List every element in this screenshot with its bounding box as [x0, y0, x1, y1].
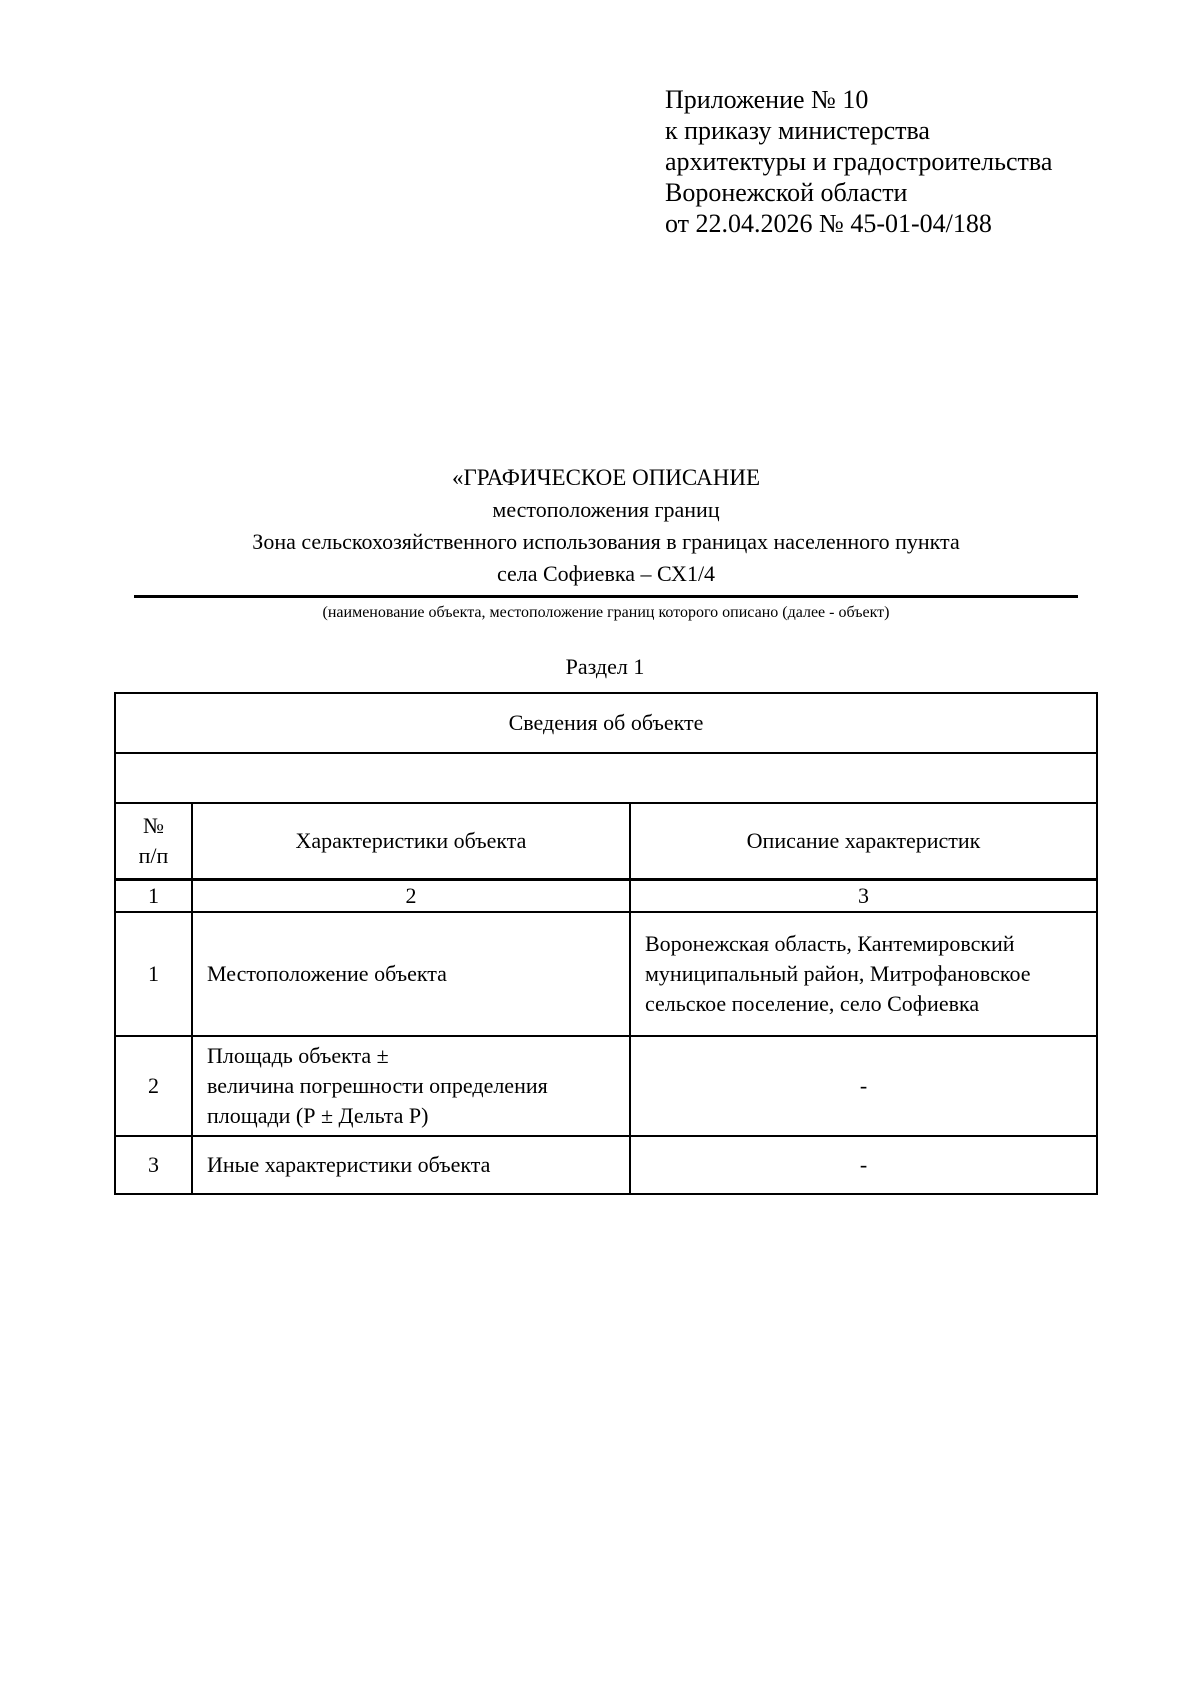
row-characteristic-line: Местоположение объекта [207, 960, 447, 986]
column-number: 1 [115, 879, 192, 912]
appendix-line: Приложение № 10 [665, 85, 869, 114]
table-header-row [115, 803, 1097, 879]
object-info-table [114, 692, 1098, 1195]
row-number: 2 [115, 1036, 192, 1136]
object-name-line-1: Зона сельскохозяйственного использования в границах населенного пункта [252, 529, 960, 554]
appendix-line: Воронежской области [665, 178, 908, 207]
row-characteristic [192, 1036, 630, 1136]
table-row [115, 1136, 1097, 1194]
row-characteristic-line: величина погрешности определения [207, 1072, 548, 1098]
row-description [630, 912, 1097, 1036]
appendix-line: архитектуры и градостроительства [665, 147, 1053, 176]
table-row [115, 1036, 1097, 1136]
table-empty-cell [115, 753, 1097, 803]
row-description-line: - [859, 1072, 868, 1098]
appendix-header [665, 84, 1185, 239]
column-number: 2 [192, 879, 630, 912]
row-characteristic-line: площади (Р ± Дельта Р) [207, 1102, 429, 1128]
row-description-line: муниципальный район, Митрофановское [645, 960, 1031, 986]
table-heading-row [115, 693, 1097, 753]
title-caption: (наименование объекта, местоположение границ которого описано (далее - объект) [322, 604, 890, 621]
row-characteristic-line: Иные характеристики объекта [207, 1151, 491, 1177]
object-name-line-2: села Софиевка – СХ1/4 [496, 561, 716, 586]
appendix-line: от 22.04.2026 № 45-01-04/188 [665, 209, 992, 238]
row-description [630, 1036, 1097, 1136]
row-description [630, 1136, 1097, 1194]
column-numbers-row [115, 879, 1097, 912]
section-label: Раздел 1 [565, 654, 645, 679]
row-number: 1 [115, 912, 192, 1036]
document-title: «ГРАФИЧЕСКОЕ ОПИСАНИЕ [451, 465, 760, 490]
column-header-characteristics: Характеристики объекта [192, 803, 630, 879]
appendix-line: к приказу министерства [665, 116, 930, 145]
column-header-number-line: п/п [138, 842, 169, 868]
table-heading: Сведения об объекте [115, 693, 1097, 753]
column-number: 3 [630, 879, 1097, 912]
column-header-number-line: № [143, 812, 164, 838]
table-empty-row [115, 753, 1097, 803]
row-characteristic [192, 912, 630, 1036]
row-description-line: - [859, 1151, 868, 1177]
row-description-line: Воронежская область, Кантемировский [645, 930, 1015, 956]
document-subtitle: местоположения границ [492, 497, 720, 522]
row-characteristic [192, 1136, 630, 1194]
row-number: 3 [115, 1136, 192, 1194]
title-underline [134, 595, 1078, 598]
row-description-line: сельское поселение, село Софиевка [645, 990, 980, 1016]
column-header-number [115, 803, 192, 879]
row-characteristic-line: Площадь объекта ± [207, 1042, 389, 1068]
document-title-block [134, 462, 1078, 624]
table-row [115, 912, 1097, 1036]
column-header-description: Описание характеристик [630, 803, 1097, 879]
